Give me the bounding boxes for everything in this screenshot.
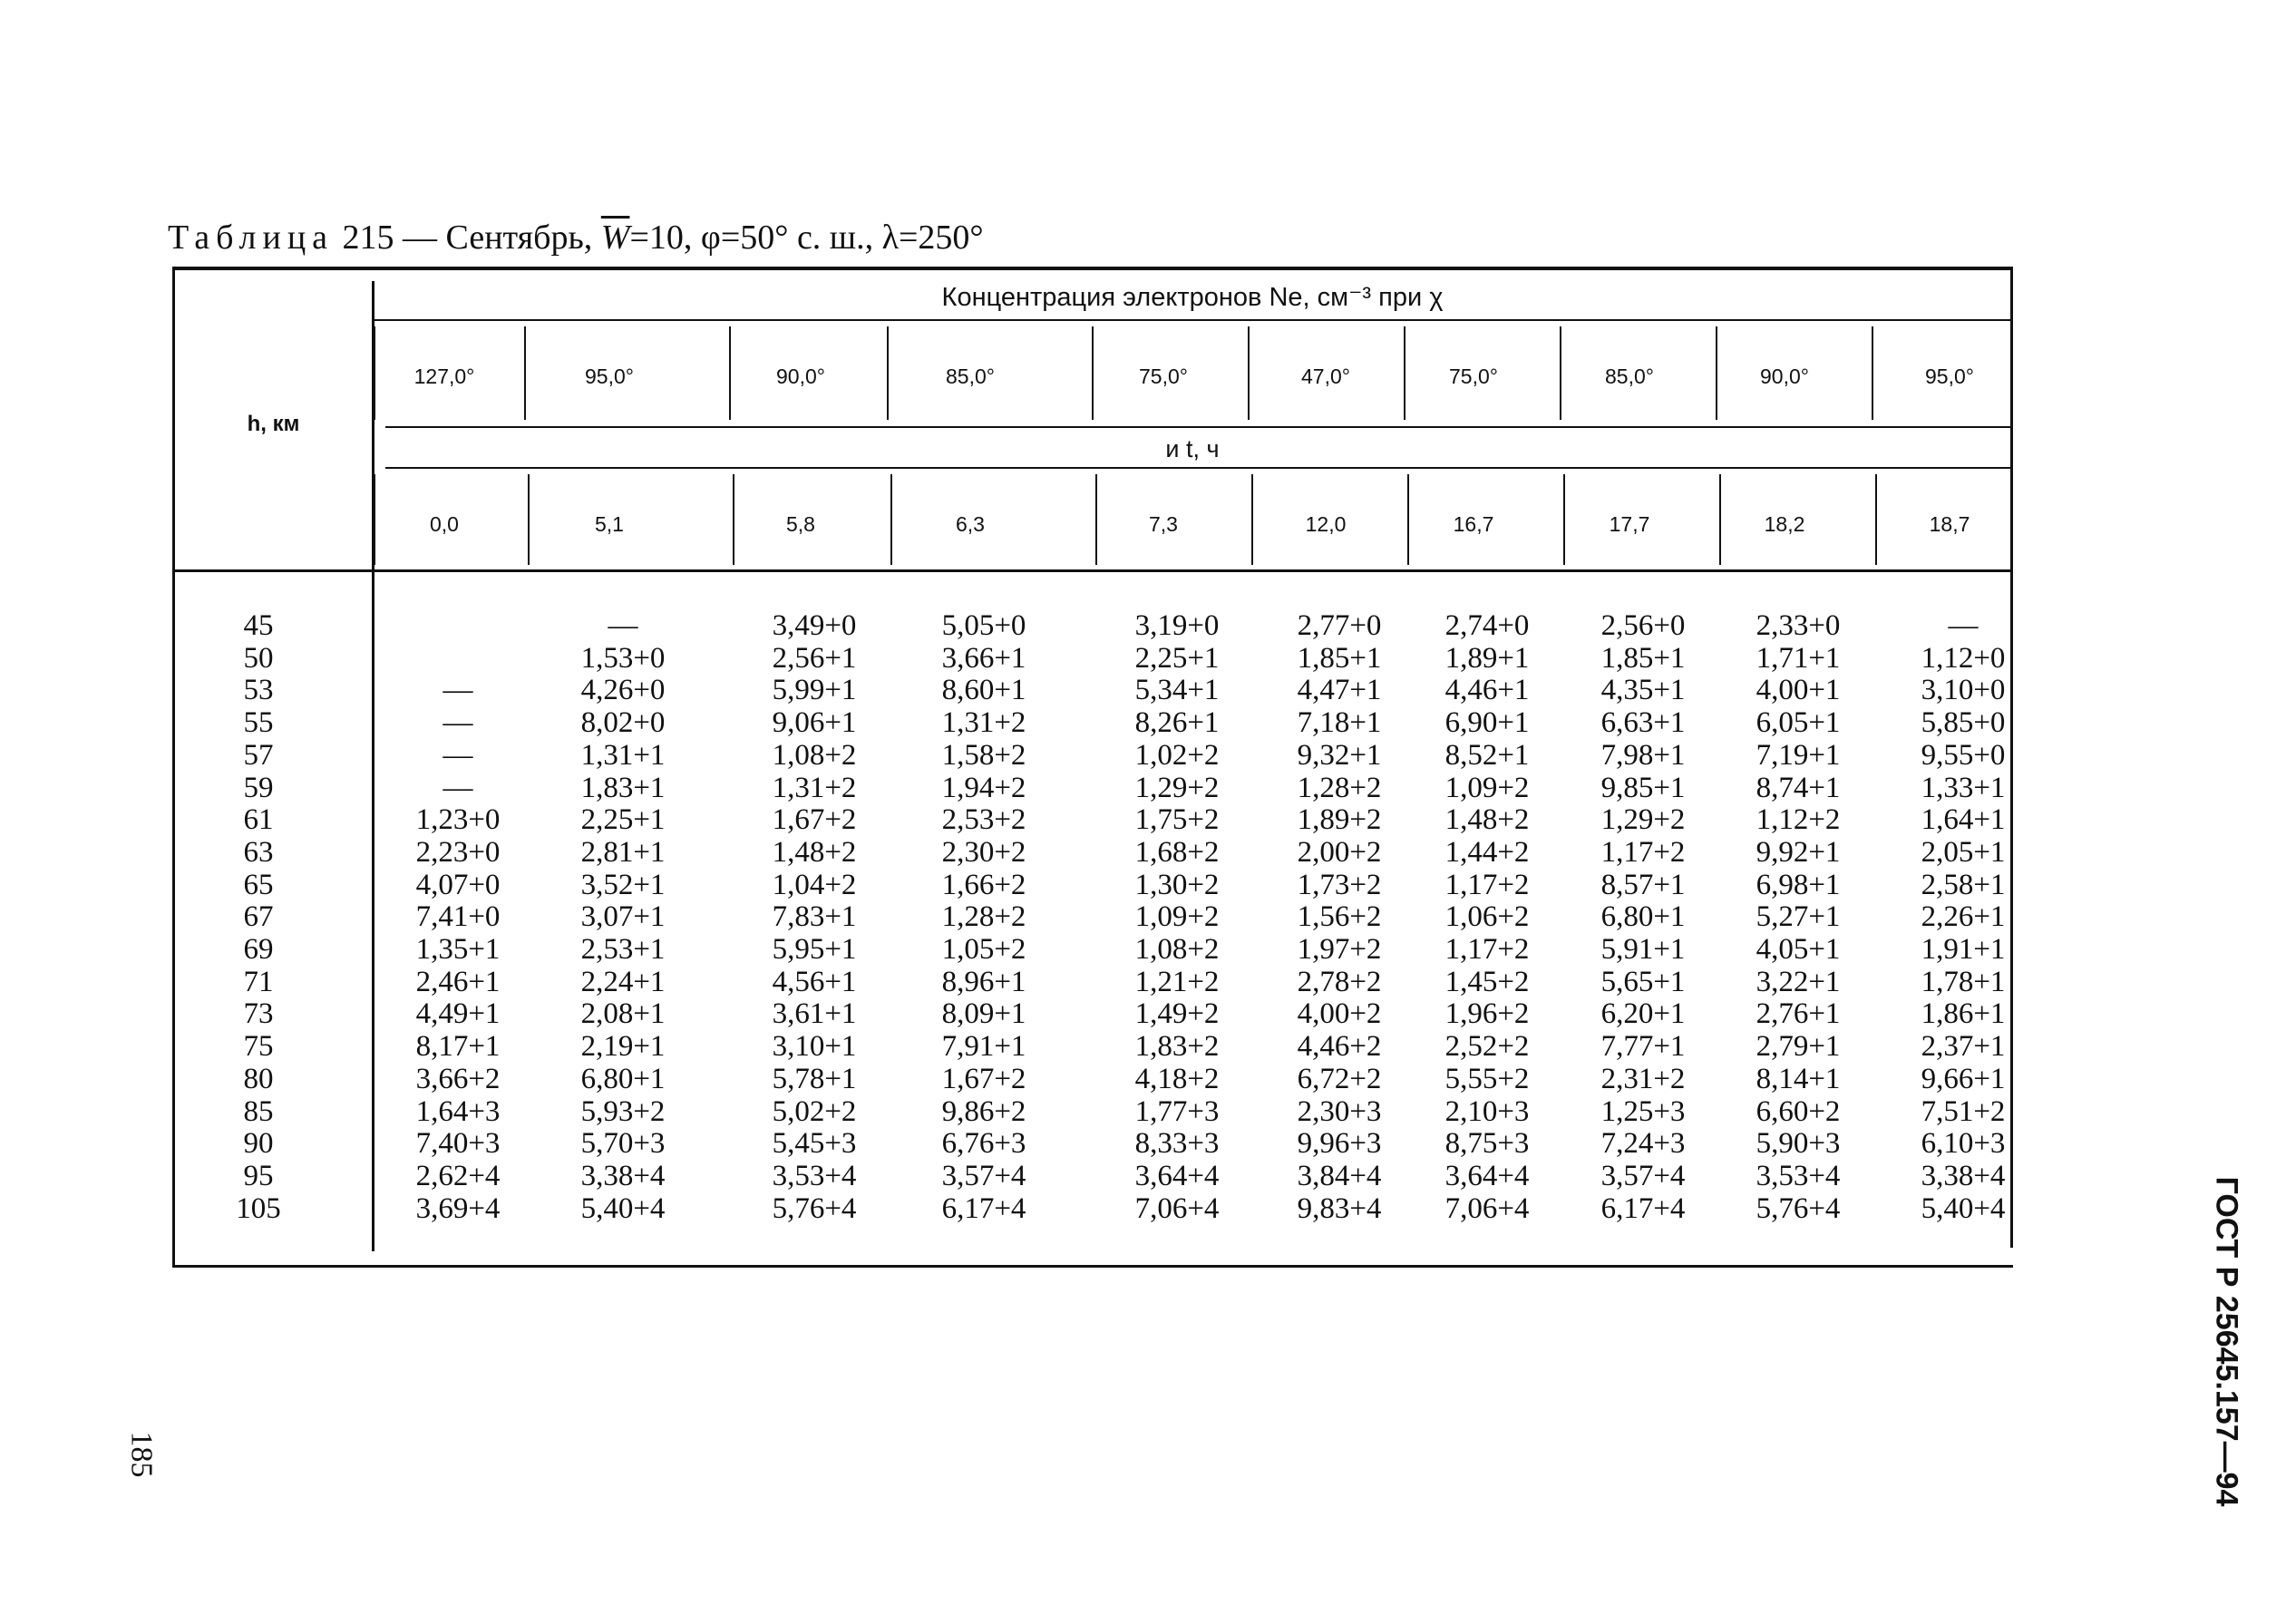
table-cell: 6,80+1 — [580, 1062, 666, 1095]
table-cell: 2,25+1 — [1134, 641, 1220, 675]
table-cell: 4,05+1 — [1756, 933, 1841, 966]
table-cell: 1,33+1 — [1921, 771, 2006, 804]
chi-value: 75,0° — [1139, 365, 1188, 388]
table-cell: 1,28+2 — [1297, 771, 1382, 804]
h-value: 90 — [243, 1127, 274, 1161]
h-value: 80 — [243, 1062, 274, 1095]
table-cell: 5,45+3 — [772, 1127, 857, 1161]
table-cell: 1,12+0 — [1921, 641, 2006, 675]
table-cell: 1,30+2 — [1134, 868, 1220, 901]
chi-divider — [887, 326, 889, 420]
time-value: 12,0 — [1305, 512, 1347, 536]
table-cell: 5,40+4 — [580, 1191, 666, 1225]
table-cell: — — [443, 706, 473, 740]
time-divider — [890, 474, 892, 565]
chi-value: 95,0° — [1925, 365, 1974, 388]
table-cell: 4,46+1 — [1444, 674, 1530, 707]
table-cell: 2,78+2 — [1297, 965, 1382, 998]
table-cell: 3,53+4 — [772, 1159, 857, 1192]
table-top-rule — [172, 267, 2013, 270]
table-cell: 2,33+0 — [1756, 609, 1841, 642]
table-cell: 3,49+0 — [772, 609, 857, 642]
table-cell: 2,56+0 — [1600, 609, 1686, 642]
table-cell: 1,17+2 — [1444, 868, 1530, 901]
table-cell: 3,52+1 — [580, 868, 666, 901]
h-value: 53 — [243, 674, 274, 707]
table-cell: 3,64+4 — [1134, 1159, 1220, 1192]
chi-value: 75,0° — [1449, 365, 1498, 388]
table-cell: 8,57+1 — [1600, 868, 1686, 901]
table-cell: 6,20+1 — [1600, 997, 1686, 1031]
table-cell: 1,73+2 — [1297, 868, 1382, 901]
table-cell: 2,30+2 — [941, 835, 1026, 869]
table-cell: 1,29+2 — [1600, 803, 1686, 837]
table-cell: 7,40+3 — [415, 1127, 501, 1161]
table-cell: 2,77+0 — [1297, 609, 1382, 642]
concentration-label: Концентрация электронов Ne, см⁻³ при χ — [941, 283, 1444, 312]
table-cell: 1,91+1 — [1921, 933, 2006, 966]
table-cell: 4,49+1 — [415, 997, 501, 1031]
table-cell: 9,92+1 — [1756, 835, 1841, 869]
time-value: 18,2 — [1764, 512, 1805, 536]
table-cell: 8,02+0 — [580, 706, 666, 740]
time-value: 5,1 — [595, 512, 624, 536]
table-cell: 1,68+2 — [1134, 835, 1220, 869]
table-cell: 2,53+1 — [580, 933, 666, 966]
table-cell: 1,29+2 — [1134, 771, 1220, 804]
h-value: 65 — [243, 868, 274, 901]
table-cell: 6,98+1 — [1756, 868, 1841, 901]
table-cell: 5,78+1 — [772, 1062, 857, 1095]
table-cell: 1,05+2 — [941, 933, 1026, 966]
table-cell: 8,74+1 — [1756, 771, 1841, 804]
caption-w-symbol: $\overline{W}$ — [600, 219, 630, 257]
table-cell: 2,30+3 — [1297, 1094, 1382, 1128]
time-value: 18,7 — [1929, 512, 1970, 536]
table-cell: 9,06+1 — [772, 706, 857, 740]
table-cell: 6,17+4 — [1600, 1191, 1686, 1225]
table-cell: 2,00+2 — [1297, 835, 1382, 869]
table-cell: 7,77+1 — [1600, 1030, 1686, 1064]
table-cell: 2,74+0 — [1444, 609, 1530, 642]
table-cell: 9,55+0 — [1921, 738, 2006, 772]
chi-value: 90,0° — [1760, 365, 1809, 388]
table-cell: 1,64+1 — [1921, 803, 2006, 837]
table-cell: 1,75+2 — [1134, 803, 1220, 837]
table-cell: 1,78+1 — [1921, 965, 2006, 998]
table-cell: — — [608, 609, 638, 642]
table-cell: 4,35+1 — [1600, 674, 1686, 707]
table-cell: 1,02+2 — [1134, 738, 1220, 772]
table-cell: 9,66+1 — [1921, 1062, 2006, 1095]
table-cell: 6,10+3 — [1921, 1127, 2006, 1161]
table-cell: 3,66+1 — [941, 641, 1026, 675]
table-cell: 4,00+2 — [1297, 997, 1382, 1031]
h-value: 63 — [243, 835, 274, 869]
table-cell: 8,60+1 — [941, 674, 1026, 707]
table-cell: 5,65+1 — [1600, 965, 1686, 998]
table-cell: 3,57+4 — [941, 1159, 1026, 1192]
table-cell: 1,94+2 — [941, 771, 1026, 804]
table-cell: 5,99+1 — [772, 674, 857, 707]
table-cell: — — [443, 771, 473, 804]
table-cell: 8,17+1 — [415, 1030, 501, 1064]
table-cell: 4,26+0 — [580, 674, 666, 707]
table-cell: 5,85+0 — [1921, 706, 2006, 740]
table-cell: 2,46+1 — [415, 965, 501, 998]
h-column-label: h, км — [247, 412, 300, 436]
table-cell: 2,37+1 — [1921, 1030, 2006, 1064]
h-value: 55 — [243, 706, 274, 740]
table-cell: 1,83+2 — [1134, 1030, 1220, 1064]
table-cell: 5,27+1 — [1756, 900, 1841, 934]
table-cell: 7,18+1 — [1297, 706, 1382, 740]
table-cell: — — [443, 674, 473, 707]
table-cell: 1,31+2 — [772, 771, 857, 804]
table-cell: 1,48+2 — [772, 835, 857, 869]
table-cell: 2,58+1 — [1921, 868, 2006, 901]
time-label: и t, ч — [1165, 435, 1220, 462]
table-cell: 3,53+4 — [1756, 1159, 1841, 1192]
table-cell: 1,89+1 — [1444, 641, 1530, 675]
table-cell: 5,76+4 — [1756, 1191, 1841, 1225]
table-cell: 3,07+1 — [580, 900, 666, 934]
table-cell: 5,34+1 — [1134, 674, 1220, 707]
table-cell: 1,09+2 — [1134, 900, 1220, 934]
table-cell: 1,45+2 — [1444, 965, 1530, 998]
table-cell: 1,31+1 — [580, 738, 666, 772]
table-cell: 2,79+1 — [1756, 1030, 1841, 1064]
table-cell: 6,76+3 — [941, 1127, 1026, 1161]
table-cell: 3,69+4 — [415, 1191, 501, 1225]
table-cell: 8,96+1 — [941, 965, 1026, 998]
table-cell: 1,96+2 — [1444, 997, 1530, 1031]
chi-value: 95,0° — [585, 365, 634, 388]
table-cell: 1,17+2 — [1444, 933, 1530, 966]
table-cell: 1,58+2 — [941, 738, 1026, 772]
table-cell: 4,18+2 — [1134, 1062, 1220, 1095]
table-cell: 3,38+4 — [580, 1159, 666, 1192]
table-cell: 1,67+2 — [772, 803, 857, 837]
table-cell: 1,85+1 — [1600, 641, 1686, 675]
table-cell: 5,05+0 — [941, 609, 1026, 642]
table-cell: 2,05+1 — [1921, 835, 2006, 869]
table-cell: 7,51+2 — [1921, 1094, 2006, 1128]
header-rule-1 — [374, 319, 2010, 321]
table-cell: 9,86+2 — [941, 1094, 1026, 1128]
table-cell: 6,17+4 — [941, 1191, 1026, 1225]
h-value: 73 — [243, 997, 274, 1031]
time-value: 7,3 — [1149, 512, 1178, 536]
table-cell: 1,25+3 — [1600, 1094, 1686, 1128]
table-cell: 1,71+1 — [1756, 641, 1841, 675]
table-cell: 6,80+1 — [1600, 900, 1686, 934]
caption-text-1: 215 — Сентябрь, — [342, 219, 593, 257]
table-cell: 1,49+2 — [1134, 997, 1220, 1031]
chi-divider — [524, 326, 526, 420]
table-cell: 1,31+2 — [941, 706, 1026, 740]
table-cell: 1,21+2 — [1134, 965, 1220, 998]
table-cell: 6,63+1 — [1600, 706, 1686, 740]
h-value: 75 — [243, 1030, 274, 1064]
table-cell: 7,91+1 — [941, 1030, 1026, 1064]
table-cell: 2,31+2 — [1600, 1062, 1686, 1095]
h-value: 69 — [243, 933, 274, 966]
table-cell: 8,52+1 — [1444, 738, 1530, 772]
table-cell: 2,19+1 — [580, 1030, 666, 1064]
header-rule-3 — [385, 467, 2010, 469]
table-cell: 1,89+2 — [1297, 803, 1382, 837]
table-cell: 3,57+4 — [1600, 1159, 1686, 1192]
table-cell: 6,60+2 — [1756, 1094, 1841, 1128]
table-cell: 7,24+3 — [1600, 1127, 1686, 1161]
table-cell: 6,90+1 — [1444, 706, 1530, 740]
table-cell: 1,17+2 — [1600, 835, 1686, 869]
table-cell: — — [443, 738, 473, 772]
table-bottom-rule — [172, 1265, 2013, 1268]
header-rule-2 — [385, 426, 2010, 428]
table-cell: 5,93+2 — [580, 1094, 666, 1128]
document-code: ГОСТ Р 25645.157—94 — [2209, 1176, 2244, 1507]
table-cell: 1,08+2 — [772, 738, 857, 772]
table-cell: 2,52+2 — [1444, 1030, 1530, 1064]
time-value: 0,0 — [430, 512, 459, 536]
table-cell: 3,22+1 — [1756, 965, 1841, 998]
table-cell: 3,66+2 — [415, 1062, 501, 1095]
header-body-divider — [175, 569, 2010, 572]
table-cell: 2,23+0 — [415, 835, 501, 869]
table-cell: 1,44+2 — [1444, 835, 1530, 869]
table-cell: 7,98+1 — [1600, 738, 1686, 772]
page-number: 185 — [124, 1431, 159, 1478]
table-cell: 1,53+0 — [580, 641, 666, 675]
table-cell: 5,95+1 — [772, 933, 857, 966]
table-cell: 1,77+3 — [1134, 1094, 1220, 1128]
table-cell: 2,08+1 — [580, 997, 666, 1031]
h-value: 71 — [243, 965, 274, 998]
table-cell: 1,86+1 — [1921, 997, 2006, 1031]
table-cell: 1,35+1 — [415, 933, 501, 966]
h-value: 57 — [243, 738, 274, 772]
table-cell: 8,14+1 — [1756, 1062, 1841, 1095]
table-cell: 5,91+1 — [1600, 933, 1686, 966]
table-cell: 5,02+2 — [772, 1094, 857, 1128]
table-cell: 1,04+2 — [772, 868, 857, 901]
table-cell: 1,67+2 — [941, 1062, 1026, 1095]
table-cell: 9,32+1 — [1297, 738, 1382, 772]
table-cell: 2,25+1 — [580, 803, 666, 837]
table-cell: 5,70+3 — [580, 1127, 666, 1161]
h-value: 85 — [243, 1094, 274, 1128]
table-cell: 4,47+1 — [1297, 674, 1382, 707]
h-value: 67 — [243, 900, 274, 934]
table-cell: 6,72+2 — [1297, 1062, 1382, 1095]
table-cell: 7,06+4 — [1444, 1191, 1530, 1225]
table-cell: 5,90+3 — [1756, 1127, 1841, 1161]
table-cell: 1,09+2 — [1444, 771, 1530, 804]
chi-value: 127,0° — [413, 365, 475, 388]
table-cell: 1,85+1 — [1297, 641, 1382, 675]
h-value: 61 — [243, 803, 274, 837]
table-cell: 1,64+3 — [415, 1094, 501, 1128]
table-cell: 1,97+2 — [1297, 933, 1382, 966]
table-cell: 2,10+3 — [1444, 1094, 1530, 1128]
time-value: 17,7 — [1609, 512, 1650, 536]
table-cell: 4,07+0 — [415, 868, 501, 901]
caption-text-2: =10, φ=50° с. ш., λ=250° — [629, 219, 984, 257]
chi-value: 90,0° — [776, 365, 825, 388]
table-cell: 7,19+1 — [1756, 738, 1841, 772]
time-value: 16,7 — [1453, 512, 1494, 536]
time-divider — [528, 474, 530, 565]
table-cell: 2,24+1 — [580, 965, 666, 998]
table-cell: 8,75+3 — [1444, 1127, 1530, 1161]
h-value: 105 — [236, 1191, 281, 1225]
table-cell: 3,10+1 — [772, 1030, 857, 1064]
table-cell: 1,56+2 — [1297, 900, 1382, 934]
table-cell: 2,76+1 — [1756, 997, 1841, 1031]
chi-value: 85,0° — [1605, 365, 1654, 388]
table-cell: 4,00+1 — [1756, 674, 1841, 707]
table-cell: 5,76+4 — [772, 1191, 857, 1225]
table-cell: 9,85+1 — [1600, 771, 1686, 804]
table-cell: 2,26+1 — [1921, 900, 2006, 934]
table-cell: 1,28+2 — [941, 900, 1026, 934]
table-cell: — — [1948, 609, 1979, 642]
table-cell: 5,40+4 — [1921, 1191, 2006, 1225]
table-cell: 9,83+4 — [1297, 1191, 1382, 1225]
table-cell: 2,56+1 — [772, 641, 857, 675]
table-cell: 2,53+2 — [941, 803, 1026, 837]
table-cell: 3,38+4 — [1921, 1159, 2006, 1192]
h-value: 45 — [243, 609, 274, 642]
table-cell: 3,19+0 — [1134, 609, 1220, 642]
table-cell: 3,10+0 — [1921, 674, 2006, 707]
table-cell: 7,06+4 — [1134, 1191, 1220, 1225]
table-cell: 1,23+0 — [415, 803, 501, 837]
table-cell: 7,83+1 — [772, 900, 857, 934]
table-cell: 1,12+2 — [1756, 803, 1841, 837]
table-cell: 3,64+4 — [1444, 1159, 1530, 1192]
table-cell: 8,26+1 — [1134, 706, 1220, 740]
chi-value: 85,0° — [946, 365, 995, 388]
h-column-divider — [372, 281, 374, 1251]
table-cell: 8,33+3 — [1134, 1127, 1220, 1161]
h-value: 95 — [243, 1159, 274, 1192]
table-cell: 5,55+2 — [1444, 1062, 1530, 1095]
table-cell: 1,66+2 — [941, 868, 1026, 901]
table-cell: 8,09+1 — [941, 997, 1026, 1031]
table-caption — [168, 218, 984, 258]
table-cell: 9,96+3 — [1297, 1127, 1382, 1161]
h-value: 50 — [243, 641, 274, 675]
table-cell: 3,61+1 — [772, 997, 857, 1031]
time-value: 5,8 — [786, 512, 815, 536]
table-cell: 1,83+1 — [580, 771, 666, 804]
table-cell: 4,56+1 — [772, 965, 857, 998]
time-value: 6,3 — [956, 512, 985, 536]
table-cell: 2,81+1 — [580, 835, 666, 869]
table-cell: 1,06+2 — [1444, 900, 1530, 934]
chi-value: 47,0° — [1301, 365, 1350, 388]
h-value: 59 — [243, 771, 274, 804]
table-cell: 2,62+4 — [415, 1159, 501, 1192]
table-cell: 1,48+2 — [1444, 803, 1530, 837]
caption-label: Таблица — [168, 219, 335, 257]
table-cell: 1,08+2 — [1134, 933, 1220, 966]
table-cell: 7,41+0 — [415, 900, 501, 934]
table-cell: 4,46+2 — [1297, 1030, 1382, 1064]
table-cell: 3,84+4 — [1297, 1159, 1382, 1192]
table-cell: 6,05+1 — [1756, 706, 1841, 740]
